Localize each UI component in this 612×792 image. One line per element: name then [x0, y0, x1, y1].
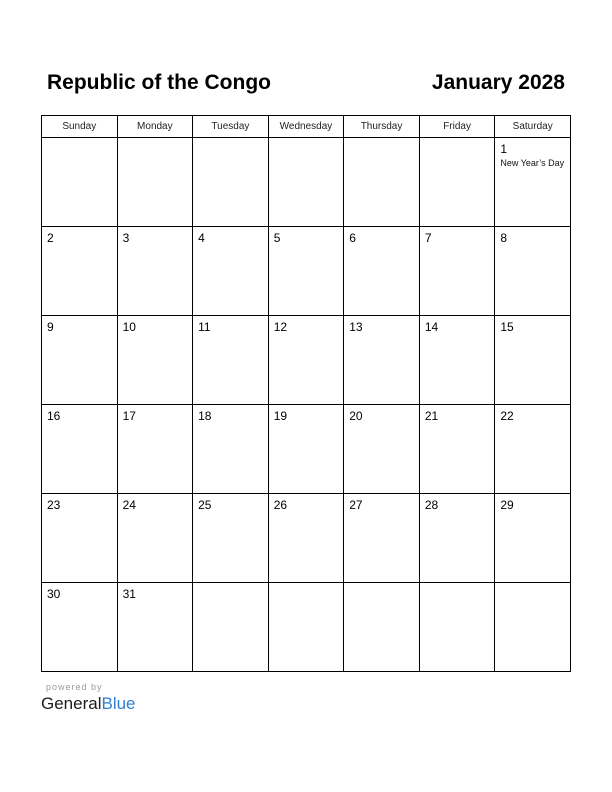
calendar-week-row [42, 227, 571, 316]
generalblue-logo [41, 693, 136, 715]
day-number: 22 [500, 409, 514, 423]
calendar-day-cell [117, 316, 193, 405]
calendar-day-cell [42, 494, 118, 583]
calendar-day-cell [117, 405, 193, 494]
powered-by-label: powered by [46, 682, 103, 692]
calendar-grid [41, 115, 571, 672]
weekday-header: Sunday [42, 116, 118, 138]
calendar-day-cell [419, 494, 495, 583]
calendar-day-cell [344, 138, 420, 227]
calendar-day-cell [495, 405, 571, 494]
calendar-day-cell [419, 316, 495, 405]
calendar-day-cell [193, 138, 269, 227]
day-number: 7 [424, 231, 432, 245]
day-number: 31 [122, 587, 136, 601]
calendar-day-cell [42, 405, 118, 494]
calendar-day-cell [268, 405, 344, 494]
calendar-day-cell [495, 316, 571, 405]
calendar-week-row [42, 316, 571, 405]
calendar-day-cell [193, 316, 269, 405]
day-number: 15 [500, 320, 514, 334]
day-number: 4 [198, 231, 205, 245]
calendar-day-cell [344, 583, 420, 672]
calendar-day-cell [117, 494, 193, 583]
day-number: 24 [122, 498, 136, 512]
day-number: 19 [273, 409, 288, 423]
calendar-day-cell [344, 494, 420, 583]
day-number: 17 [122, 409, 136, 423]
day-number: 10 [122, 320, 136, 334]
calendar-day-cell [117, 227, 193, 316]
calendar-day-cell [42, 583, 118, 672]
calendar-day-cell [42, 316, 118, 405]
weekday-header-row [42, 116, 571, 138]
day-number: 13 [349, 320, 363, 334]
calendar-day-cell [419, 227, 495, 316]
calendar-day-cell [117, 583, 193, 672]
day-number: 1 [500, 142, 508, 156]
calendar-day-cell [419, 138, 495, 227]
weekday-header: Tuesday [193, 116, 269, 138]
calendar-day-cell [193, 227, 269, 316]
day-number: 29 [500, 498, 514, 512]
calendar-week-row [42, 405, 571, 494]
day-number: 9 [47, 320, 54, 334]
calendar-day-cell [193, 583, 269, 672]
day-number: 23 [47, 498, 61, 512]
day-number: 18 [198, 409, 212, 423]
calendar-day-cell [419, 583, 495, 672]
calendar-week-row [42, 583, 571, 672]
day-number: 21 [424, 409, 439, 423]
day-number: 8 [500, 231, 508, 245]
calendar-day-cell [268, 583, 344, 672]
day-number: 16 [47, 409, 61, 423]
logo-text-general: General [41, 694, 102, 713]
calendar-day-cell [495, 494, 571, 583]
calendar-day-cell [117, 138, 193, 227]
day-number: 5 [273, 231, 281, 245]
day-number: 14 [424, 320, 439, 334]
day-number: 20 [349, 409, 363, 423]
day-number: 26 [273, 498, 288, 512]
calendar-day-cell [344, 227, 420, 316]
calendar-day-cell [495, 227, 571, 316]
day-number: 25 [198, 498, 212, 512]
calendar-week-row [42, 138, 571, 227]
calendar-day-cell [193, 494, 269, 583]
day-number: 28 [424, 498, 439, 512]
weekday-header: Thursday [344, 116, 420, 138]
calendar-day-cell [42, 138, 118, 227]
weekday-header: Wednesday [268, 116, 344, 138]
day-number: 12 [273, 320, 288, 334]
day-number: 11 [198, 320, 211, 334]
weekday-header: Saturday [495, 116, 571, 138]
calendar-day-cell [419, 405, 495, 494]
calendar-day-cell [344, 316, 420, 405]
logo-text-blue: Blue [101, 694, 136, 713]
holiday-label: New Year’s Day [500, 158, 565, 168]
weekday-header: Monday [117, 116, 193, 138]
calendar-day-cell [193, 405, 269, 494]
calendar-day-cell [268, 316, 344, 405]
calendar-country-title: Republic of the Congo [47, 71, 271, 94]
calendar-day-cell [268, 494, 344, 583]
calendar-day-cell [42, 227, 118, 316]
day-number: 6 [349, 231, 356, 245]
weekday-header: Friday [419, 116, 495, 138]
calendar-day-cell [268, 138, 344, 227]
day-number: 3 [122, 231, 130, 245]
calendar-week-row [42, 494, 571, 583]
day-number: 30 [47, 587, 61, 601]
calendar-day-cell [495, 583, 571, 672]
calendar-month-title: January 2028 [431, 71, 565, 94]
day-number: 27 [349, 498, 363, 512]
day-number: 2 [47, 231, 54, 245]
calendar-day-cell [268, 227, 344, 316]
calendar-day-cell [495, 138, 571, 227]
calendar-day-cell [344, 405, 420, 494]
